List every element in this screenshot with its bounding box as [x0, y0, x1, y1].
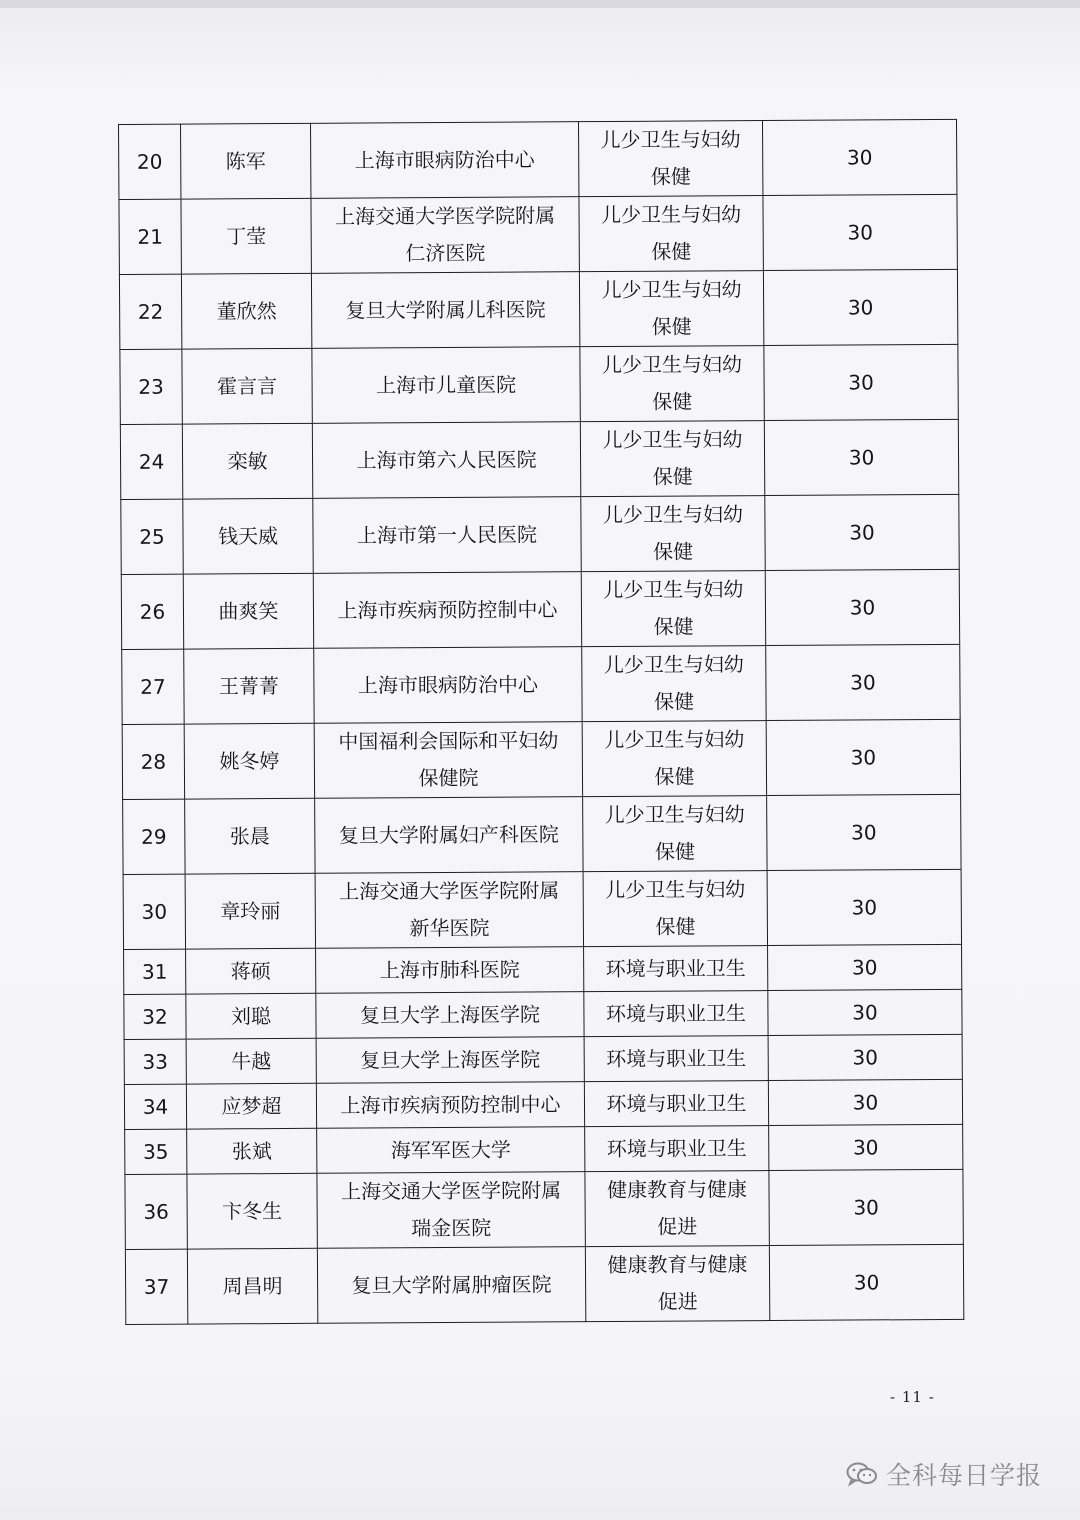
hours: 30 — [769, 1244, 963, 1320]
table-row — [122, 644, 960, 724]
person-name: 张斌 — [187, 1128, 317, 1174]
row-number: 26 — [121, 574, 183, 649]
watermark — [846, 1456, 1042, 1492]
hours: 30 — [766, 644, 960, 720]
specialty — [582, 646, 766, 722]
institution-line: 上海市疾病预防控制中心 — [340, 1091, 561, 1118]
hours: 30 — [768, 1079, 962, 1125]
table-row — [123, 869, 961, 949]
specialty-line: 儿少卫生与妇幼 — [603, 577, 744, 603]
person-name: 曲爽笑 — [183, 573, 313, 649]
specialty-line: 保健 — [653, 539, 694, 564]
person-name: 陈军 — [181, 123, 311, 199]
institution-line: 仁济医院 — [405, 240, 486, 266]
institution — [312, 347, 580, 424]
specialty — [578, 121, 762, 197]
row-number: 34 — [124, 1084, 186, 1129]
row-number: 21 — [119, 199, 181, 274]
hours: 30 — [763, 194, 957, 270]
institution-line: 上海市疾病预防控制中心 — [337, 596, 558, 623]
row-number: 27 — [122, 649, 184, 724]
row-number: 22 — [119, 274, 181, 349]
institution-line: 海军军医大学 — [390, 1137, 511, 1162]
hours: 30 — [768, 944, 962, 990]
specialty — [584, 1081, 768, 1127]
hours: 30 — [765, 569, 959, 645]
institution — [313, 572, 581, 649]
specialty-line: 儿少卫生与妇幼 — [601, 352, 743, 378]
person-name: 霍言言 — [182, 348, 312, 424]
person-name: 卞冬生 — [187, 1173, 317, 1249]
hours: 30 — [764, 344, 958, 420]
institution — [316, 1037, 584, 1084]
institution — [317, 1247, 585, 1324]
specialty-line: 儿少卫生与妇幼 — [601, 277, 742, 303]
row-number: 37 — [125, 1249, 187, 1324]
institution — [311, 272, 579, 349]
institution — [310, 122, 578, 199]
hours: 30 — [769, 1169, 963, 1245]
person-name: 栾敏 — [182, 423, 312, 499]
institution — [317, 1172, 585, 1249]
institution-line: 上海市眼病防治中心 — [354, 146, 535, 173]
institution-line: 复旦大学附属肿瘤医院 — [351, 1271, 552, 1298]
specialty — [581, 571, 765, 647]
row-number: 35 — [125, 1129, 187, 1174]
person-name: 周昌明 — [187, 1248, 317, 1324]
institution-line: 复旦大学上海医学院 — [359, 1001, 541, 1028]
watermark-text: 全科每日学报 — [886, 1461, 1043, 1490]
page-number: - 11 - — [890, 1388, 935, 1406]
hours: 30 — [762, 119, 956, 195]
hours: 30 — [764, 419, 958, 495]
specialty-line: 儿少卫生与妇幼 — [603, 652, 744, 678]
specialty-line: 保健 — [651, 239, 692, 264]
person-name: 章玲丽 — [185, 873, 315, 949]
table-row — [124, 989, 962, 1039]
institution — [315, 797, 583, 874]
table-row — [120, 344, 958, 424]
institution — [315, 872, 583, 949]
hours: 30 — [768, 989, 962, 1035]
specialty-line: 儿少卫生与妇幼 — [604, 802, 745, 828]
specialty-line: 儿少卫生与妇幼 — [602, 427, 743, 453]
specialty — [583, 796, 767, 872]
hours: 30 — [769, 1124, 963, 1170]
person-name: 蒋硕 — [186, 948, 316, 994]
specialty — [584, 1036, 768, 1082]
specialty-line: 保健 — [652, 464, 693, 489]
row-number: 36 — [125, 1174, 187, 1249]
hours: 30 — [768, 1034, 962, 1080]
specialty-line: 保健 — [654, 764, 695, 789]
hours: 30 — [767, 869, 961, 945]
specialty — [582, 721, 766, 797]
specialty-line: 儿少卫生与妇幼 — [605, 877, 746, 903]
specialty-line: 环境与职业卫生 — [606, 1135, 747, 1161]
institution-line: 中国福利会国际和平妇幼 — [338, 728, 559, 754]
specialty-line: 儿少卫生与妇幼 — [602, 502, 743, 528]
institution-line: 上海交通大学医学院附属 — [339, 878, 560, 904]
table-row — [125, 1169, 963, 1249]
specialty — [585, 1171, 769, 1247]
institution-line: 瑞金医院 — [411, 1215, 492, 1241]
institution-line: 上海交通大学医学院附属 — [334, 203, 556, 229]
institution — [316, 947, 584, 994]
wechat-icon — [846, 1461, 878, 1487]
specialty — [579, 271, 763, 347]
row-number: 23 — [120, 349, 182, 424]
specialty — [585, 1246, 769, 1322]
specialty — [581, 496, 765, 572]
table-row — [120, 419, 958, 499]
specialty-line: 环境与职业卫生 — [605, 955, 746, 981]
person-name: 王菁菁 — [184, 648, 314, 724]
person-name: 钱天威 — [183, 498, 313, 574]
specialty — [580, 421, 764, 497]
institution-line: 复旦大学附属妇产科医院 — [338, 821, 559, 848]
institution-line: 上海市儿童医院 — [376, 372, 517, 397]
table-row — [124, 1079, 962, 1129]
institution-line: 复旦大学附属儿科医院 — [345, 296, 546, 323]
row-number: 25 — [121, 499, 183, 574]
specialty-line: 健康教育与健康 — [607, 1252, 748, 1278]
roster-table — [118, 119, 964, 1325]
institution-line: 上海市第六人民医院 — [356, 446, 537, 473]
institution-line: 上海市肺科医院 — [379, 957, 520, 982]
specialty — [579, 196, 763, 272]
row-number: 20 — [119, 124, 181, 199]
specialty — [584, 946, 768, 992]
hours: 30 — [767, 794, 961, 870]
institution-line: 复旦大学上海医学院 — [360, 1046, 541, 1073]
specialty-line: 环境与职业卫生 — [606, 1045, 747, 1071]
roster-body — [119, 119, 964, 1324]
row-number: 30 — [123, 874, 185, 949]
institution-line: 保健院 — [418, 765, 479, 791]
table-row — [123, 794, 961, 874]
specialty-line: 保健 — [654, 839, 696, 864]
institution-line: 上海市第一人民医院 — [356, 521, 538, 548]
specialty — [583, 871, 767, 947]
specialty-line: 健康教育与健康 — [606, 1177, 748, 1203]
specialty-line: 保健 — [653, 689, 695, 714]
row-number: 28 — [122, 724, 184, 799]
specialty — [585, 1126, 769, 1172]
specialty-line: 保健 — [651, 314, 692, 339]
table-row — [125, 1124, 963, 1174]
institution-line: 新华医院 — [409, 915, 490, 941]
table-row — [119, 269, 957, 349]
specialty-line: 儿少卫生与妇幼 — [600, 127, 741, 153]
row-number: 31 — [124, 949, 186, 994]
person-name: 应梦超 — [186, 1083, 316, 1129]
specialty-line: 保健 — [652, 389, 693, 414]
row-number: 32 — [124, 994, 186, 1039]
row-number: 29 — [123, 799, 185, 874]
specialty-line: 促进 — [657, 1214, 698, 1239]
table-row — [119, 194, 957, 274]
institution — [316, 1082, 584, 1129]
row-number: 33 — [124, 1039, 186, 1084]
institution — [317, 1127, 585, 1174]
table-row — [119, 119, 957, 199]
table-row — [122, 719, 960, 799]
table-row — [121, 569, 959, 649]
row-number: 24 — [120, 424, 182, 499]
hours: 30 — [766, 719, 960, 795]
specialty-line: 促进 — [657, 1289, 698, 1314]
person-name: 董欣然 — [181, 273, 311, 349]
specialty-line: 保健 — [655, 914, 696, 939]
person-name: 姚冬婷 — [184, 723, 314, 799]
person-name: 刘聪 — [186, 993, 316, 1039]
specialty-line: 保健 — [650, 164, 691, 189]
specialty — [580, 346, 764, 422]
hours: 30 — [765, 494, 959, 570]
specialty-line: 环境与职业卫生 — [606, 1090, 747, 1116]
institution — [316, 992, 584, 1039]
institution — [311, 197, 579, 274]
scan-top-edge — [0, 0, 1080, 8]
person-name: 丁莹 — [181, 198, 311, 274]
table-row — [125, 1244, 963, 1324]
specialty-line: 保健 — [653, 614, 694, 639]
hours: 30 — [763, 269, 957, 345]
specialty-line: 儿少卫生与妇幼 — [604, 727, 745, 753]
specialty-line: 环境与职业卫生 — [605, 1000, 747, 1026]
table-row — [121, 494, 959, 574]
institution-line: 上海交通大学医学院附属 — [340, 1178, 562, 1204]
person-name: 张晨 — [185, 798, 315, 874]
table-row — [124, 1034, 962, 1084]
specialty — [584, 991, 768, 1037]
table-row — [124, 944, 962, 994]
institution — [314, 647, 582, 724]
specialty-line: 儿少卫生与妇幼 — [600, 202, 742, 228]
institution — [314, 722, 582, 799]
person-name: 牛越 — [186, 1038, 316, 1084]
institution-line: 上海市眼病防治中心 — [357, 671, 539, 698]
institution — [312, 422, 580, 499]
institution — [313, 497, 581, 574]
